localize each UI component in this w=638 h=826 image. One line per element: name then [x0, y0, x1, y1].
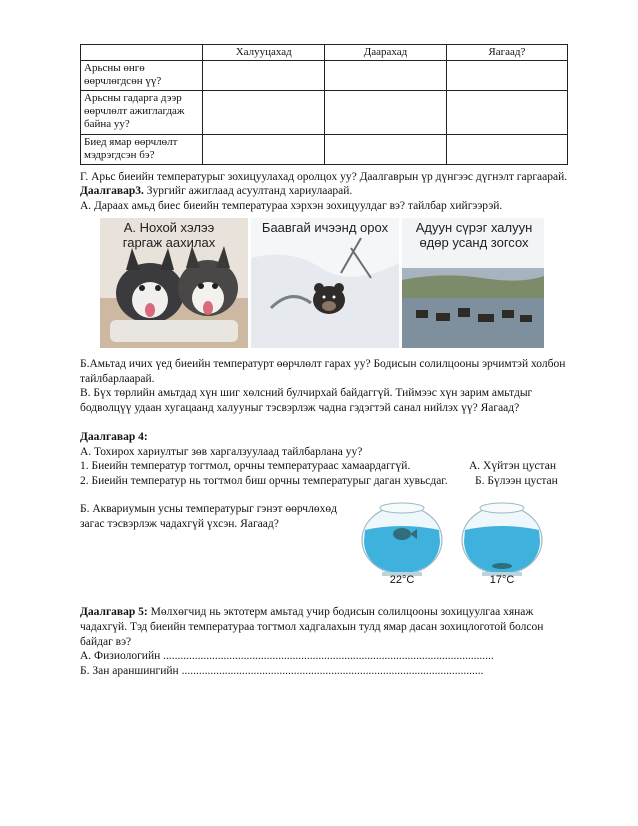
task3-question-v-line2: бодволцүү удаан хугацаанд халууныг тэсвэрлэж чадна гэдэгтэй санал нийлэх үү? Яагаад? — [80, 402, 520, 414]
photo3-caption: Адуун сүрэг халуун өдөр усанд зогсох — [415, 220, 533, 250]
table-cell — [325, 91, 447, 135]
table-row — [81, 135, 568, 165]
task3-label: Даалгавар3. — [80, 185, 144, 197]
table-cell — [446, 61, 567, 91]
task3-heading — [80, 184, 352, 198]
task5-heading — [80, 605, 533, 619]
fish-bowls-figure — [352, 492, 552, 590]
task5-answer-a: А. Физиологийн ................................................................................................................... — [80, 650, 494, 662]
photo1-caption: А. Нохой хэлээ гаргаж аахилах — [122, 220, 216, 250]
task5-text: Мөлхөгчид нь эктотерм амьтад учир бодисын солилцооны зохицуулгаа хянаж — [147, 606, 534, 618]
table-cell — [203, 135, 325, 165]
observation-table — [80, 44, 568, 165]
table-cell — [203, 61, 325, 91]
table-cell: Биед ямар өөрчлөлт мэдрэгдсэн бэ? — [81, 135, 203, 165]
task5-line2: чадахгүй. Тэд биеийн температураа тогтмол хадгалахын тулд ямар дасан зохицлоготой болсон — [80, 621, 544, 633]
task4-heading: Даалгавар 4: — [80, 431, 148, 443]
photo2-caption: Баавгай ичээнд орох — [261, 220, 389, 235]
task5-line3: байдаг вэ? — [80, 636, 132, 648]
right-bowl-temperature: 17°C — [489, 574, 515, 586]
task3-text: Зургийг ажиглаад асуултанд хариулаарай. — [143, 185, 353, 197]
task4-question-b-line2: загас тэсвэрлэж чадахгүй үхсэн. Яагаад? — [80, 518, 279, 530]
task4-question-b-line1: Б. Аквариумын усны температурыг гэнэт өөрчлөхөд — [80, 503, 337, 515]
table-cell — [446, 91, 567, 135]
table-cell: Арьсны гадарга дээр өөрчлөлт ажиглагдаж байна уу? — [81, 91, 203, 135]
task5-answer-b: Б. Зан араншингийн ......................................................................................................... — [80, 665, 484, 677]
task4-question-a: А. Тохирох хариултыг зөв харгалзуулаад тайлбарлана уу? — [80, 446, 363, 458]
table-header-cell: Халууцахад — [203, 45, 325, 61]
task3-question-b-line1: Б.Амьтад ичих үед биеийн температурт өөрчлөлт гарах уу? Бодисын солилцооны эрчимтэй холбон — [80, 358, 566, 370]
table-cell — [446, 135, 567, 165]
task4-item-1: 1. Биеийн температур тогтмол, орчны температураас хамаардаггүй. — [80, 460, 411, 472]
task4-item-2: 2. Биеийн температур нь тогтмол биш орчны температурыг даган хувьсдаг. — [80, 475, 448, 487]
table-header-cell — [81, 45, 203, 61]
task3-question-b-line2: тайлбарлаарай. — [80, 373, 155, 385]
table-row — [81, 61, 568, 91]
table-header-cell: Яагаад? — [446, 45, 567, 61]
table-header-cell: Даарахад — [325, 45, 447, 61]
table-cell — [203, 91, 325, 135]
table-header-row — [81, 45, 568, 61]
task4-answer-a: А. Хүйтэн цустан — [469, 460, 556, 472]
question-g: Г. Арьс биеийн температурыг зохицуулахад оролцох уу? Даалгаврын үр дүнгээс дүгнэлт гаргаарай. — [80, 171, 568, 183]
photo-bear-den — [251, 218, 399, 348]
task3-question-v-line1: В. Бүх төрлийн амьтдад хүн шиг хөлсний булчирхай байдаггүй. Тиймээс хүн зарим амьтдыг — [80, 387, 533, 399]
task4-answer-b: Б. Бүлээн цустан — [475, 475, 558, 487]
table-cell — [325, 135, 447, 165]
table-cell — [325, 61, 447, 91]
task3-question-a: А. Дараах амьд биес биеийн температураа хэрхэн зохицуулдаг вэ? тайлбар хийгээрэй. — [80, 200, 503, 212]
table-cell: Арьсны өнгө өөрчлөгдсөн үү? — [81, 61, 203, 91]
task5-label: Даалгавар 5: — [80, 606, 148, 618]
left-bowl-temperature: 22°C — [389, 574, 415, 586]
table-row — [81, 91, 568, 135]
